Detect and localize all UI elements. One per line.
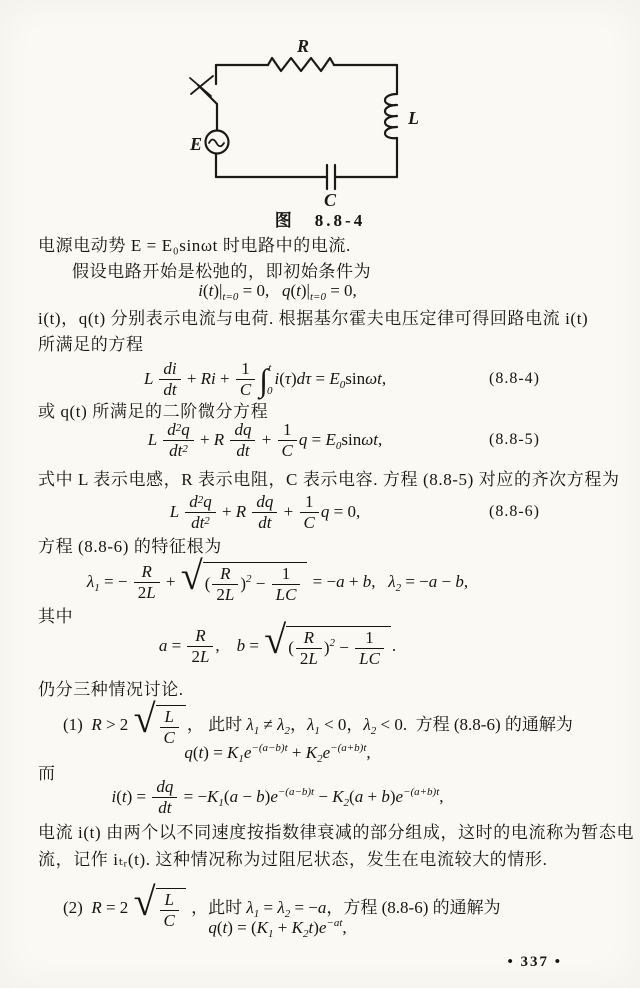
resistor-symbol [268, 58, 334, 71]
equation-8-8-5: L $\frac{d^2q}{dt^2}$ + R $\frac{dq}{dt}$ + $\frac{1}{C}$ $q = E_0\sin\omega t$, (8.8-5) [147, 419, 540, 460]
circuit-diagram [0, 0, 640, 230]
capacitor-label: C [324, 190, 337, 210]
ac-source-tilde [209, 140, 224, 147]
equation-roots: $\lambda_1$ = − $\frac{R}{2L}$ + √ ( $\frac{R}{2L}$ )$^2$ − $\frac{1}{LC}$ = −a + b, $\lambda_2 = -a - b$, [86, 553, 469, 604]
equation-number-8-8-6: (8.8-6) [489, 503, 540, 520]
inductor-label: L [408, 108, 419, 128]
resistor-label: R [297, 36, 310, 56]
paragraph-characteristic-roots: 方程 (8.8-6) 的特征根为 [38, 537, 222, 556]
equation-i-case1: i(t) = $\frac{dq}{dt}$ = $-K_1(a - b)e^{-(a-b)t} - K_2(a + b)e^{-(a+b)t}$, [111, 776, 444, 817]
paragraph-and: 而 [38, 764, 56, 783]
paragraph-transient-2: 流，记作 iₜᵣ(t). 这种情况称为过阻尼状态，发生在电流较大的情形. [38, 850, 548, 869]
paragraph-initial-conditions: 假设电路开始是松弛的，即初始条件为 [72, 262, 372, 281]
equation-number-8-8-4: (8.8-4) [489, 370, 540, 387]
equation-ab-definition: a = $\frac{R}{2L}$ , b = √ ( $\frac{R}{2L}$ )$^2$ − $\frac{1}{LC}$ . [158, 617, 397, 668]
paragraph-second-order: 或 q(t) 所满足的二阶微分方程 [38, 402, 269, 421]
equation-8-8-6: L $\frac{d^2q}{dt^2}$ + R $\frac{dq}{dt}$ + $\frac{1}{C}$ q = 0, (8.8-6) [169, 491, 540, 532]
equation-q-case1: $q(t) = K_1e^{-(a-b)t} + K_2e^{-(a+b)t}$, [184, 741, 371, 765]
paragraph-where: 其中 [38, 607, 74, 626]
switch-cross [190, 76, 213, 96]
case-1-condition: (1) R > 2 √ $\frac{L}{C}$ ， 此时 $\lambda_1 \ne \lambda_2$，$\lambda_1 < 0$，$\lambda_2 < 0$. 方程 (8.8-6) 的通解为 [63, 696, 573, 747]
case-2-condition: (2) R = 2 √ $\frac{L}{C}$ ，此时 $\lambda_1 = \lambda_2 = -a$，方程 (8.8-6) 的通解为 [63, 879, 501, 930]
inductor-symbol [385, 94, 397, 138]
paragraph-kirchhoff: i(t)，q(t) 分别表示电流与电荷. 根据基尔霍夫电压定律可得回路电流 i(t) [38, 309, 589, 328]
figure-caption: 图 8.8-4 [274, 211, 366, 230]
capacitor-symbol [327, 165, 335, 189]
paragraph-transient-1: 电流 i(t) 由两个以不同速度按指数律衰减的部分组成，这时的电流称为暂态电 [38, 823, 635, 842]
source-label: E [190, 134, 203, 154]
paragraph-emf-intro: 电源电动势 E = E₀sinωt 时电路中的电流. [38, 236, 351, 255]
paragraph-lrc-meaning: 式中 L 表示电感，R 表示电阻，C 表示电容. 方程 (8.8-5) 对应的齐次方程为 [38, 470, 620, 489]
equation-number-8-8-5: (8.8-5) [489, 431, 540, 448]
equation-q-case2: $q(t) = (K_1 + K_2t)e^{-at}$, [208, 916, 347, 940]
equation-8-8-4: L $\frac{di}{dt}$ + Ri + $\frac{1}{C}$ ∫ t 0 $i(\tau)d\tau = E_0\sin\omega t$, (8.8-4) [143, 358, 540, 399]
equation-initial-conditions: $i(t)|_{t=0} = 0$, $q(t)|_{t=0} = 0$, [198, 281, 357, 303]
paragraph-satisfies: 所满足的方程 [38, 335, 144, 354]
page-number: • 337 • [507, 954, 562, 970]
paragraph-three-cases: 仍分三种情况讨论. [38, 680, 184, 699]
